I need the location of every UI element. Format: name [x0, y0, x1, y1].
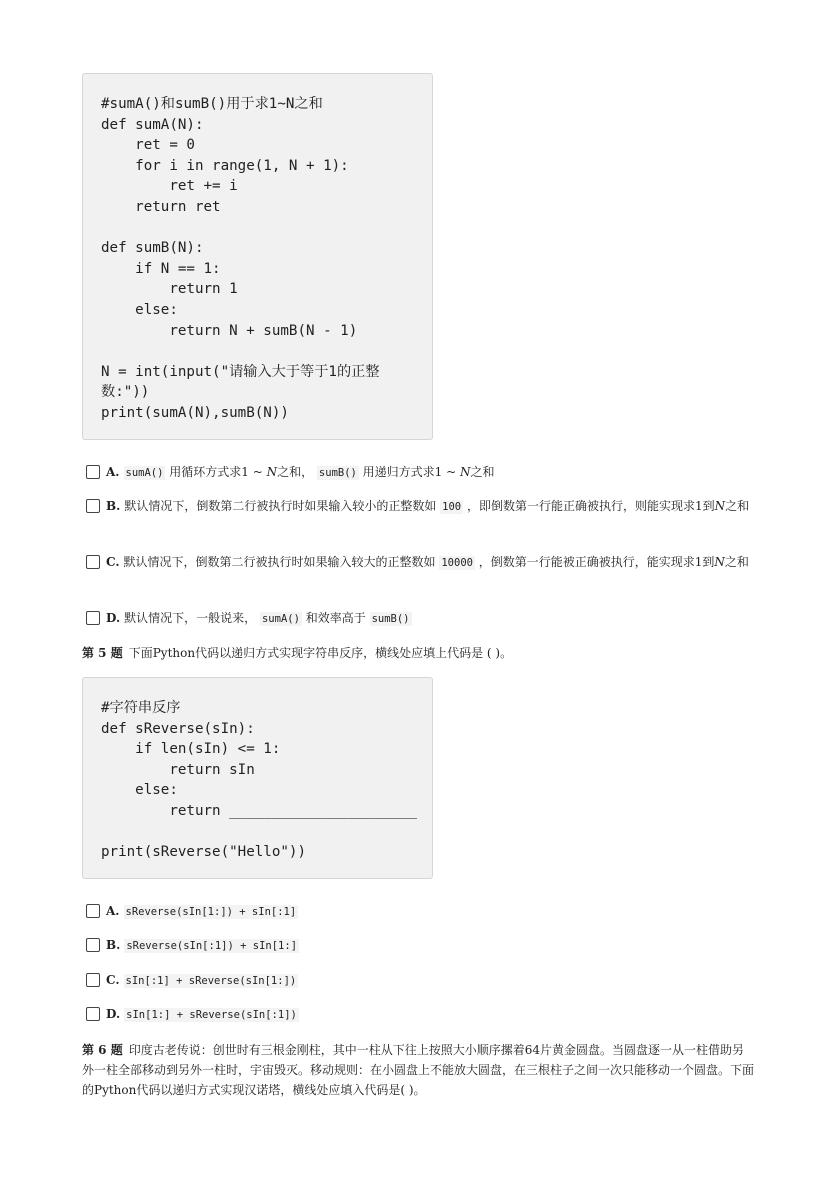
- option-text: B. 默认情况下，倒数第二行被执行时如果输入较小的正整数如 100 ，即倒数第一行能正确被执行，则能实现求1到N之和: [106, 499, 750, 513]
- question-text: 印度古老传说：创世时有三根金刚柱，其中一柱从下往上按照大小顺序摞着64片黄金圆盘。当圆盘逐一从一柱借助另外一柱全部移动到另外一柱时，宇宙毁灭。移动规则：在小圆盘上不能放大圆盘，在三根柱子之间一次只能移动一个圆盘。下面的Python代码以递归方式实现汉诺塔，横线处应填入代码是( )。: [82, 1043, 755, 1097]
- option-text: C. 默认情况下，倒数第二行被执行时如果输入较大的正整数如 10000 ，倒数第一行能被正确被执行，能实现求1到N之和: [106, 555, 749, 569]
- question-5: [82, 643, 754, 663]
- checkbox[interactable]: [86, 938, 100, 952]
- checkbox[interactable]: [86, 611, 100, 625]
- checkbox[interactable]: [86, 973, 100, 987]
- option-text: A. sReverse(sIn[1:]) + sIn[:1]: [106, 904, 297, 918]
- option-q4-c[interactable]: [86, 552, 756, 573]
- code-block-sum: [82, 73, 433, 440]
- checkbox[interactable]: [86, 499, 100, 513]
- option-text: D. 默认情况下，一般说来， sumA() 和效率高于 sumB(): [106, 611, 410, 625]
- code-text: #sumA()和sumB()用于求1~N之和 def sumA(N): ret = 0 for i in range(1, N + 1): ret += i return ret def sumB(N): if N == 1: return 1 else: return N + sumB(N - 1) N = int(input("请输入大于等于1的正整 数:")) print(sumA(N),sumB(N)): [101, 96, 380, 421]
- option-q5-b[interactable]: [86, 935, 756, 956]
- option-q5-c[interactable]: [86, 970, 756, 991]
- checkbox[interactable]: [86, 904, 100, 918]
- option-text: C. sIn[:1] + sReverse(sIn[1:]): [106, 973, 297, 987]
- option-q4-b[interactable]: [86, 496, 756, 517]
- checkbox[interactable]: [86, 465, 100, 479]
- question-number: 第 5 题: [82, 646, 123, 660]
- option-q5-d[interactable]: [86, 1004, 756, 1025]
- option-q5-a[interactable]: [86, 901, 756, 922]
- question-text: 下面Python代码以递归方式实现字符串反序，横线处应填上代码是 ( )。: [128, 646, 513, 660]
- code-text: #字符串反序 def sReverse(sIn): if len(sIn) <= 1: return sIn else: return ______________________ print(sReverse("Hello")): [101, 700, 418, 861]
- option-q4-a[interactable]: [86, 462, 756, 483]
- option-text: A. sumA() 用循环方式求1 ~ N之和， sumB() 用递归方式求1 ~ N之和: [106, 465, 495, 479]
- option-q4-d[interactable]: [86, 608, 756, 629]
- code-block-reverse: [82, 677, 433, 879]
- question-6: [82, 1040, 754, 1100]
- checkbox[interactable]: [86, 1007, 100, 1021]
- checkbox[interactable]: [86, 555, 100, 569]
- option-text: D. sIn[1:] + sReverse(sIn[:1]): [106, 1007, 297, 1021]
- question-number: 第 6 题: [82, 1043, 123, 1057]
- option-text: B. sReverse(sIn[:1]) + sIn[1:]: [106, 938, 298, 952]
